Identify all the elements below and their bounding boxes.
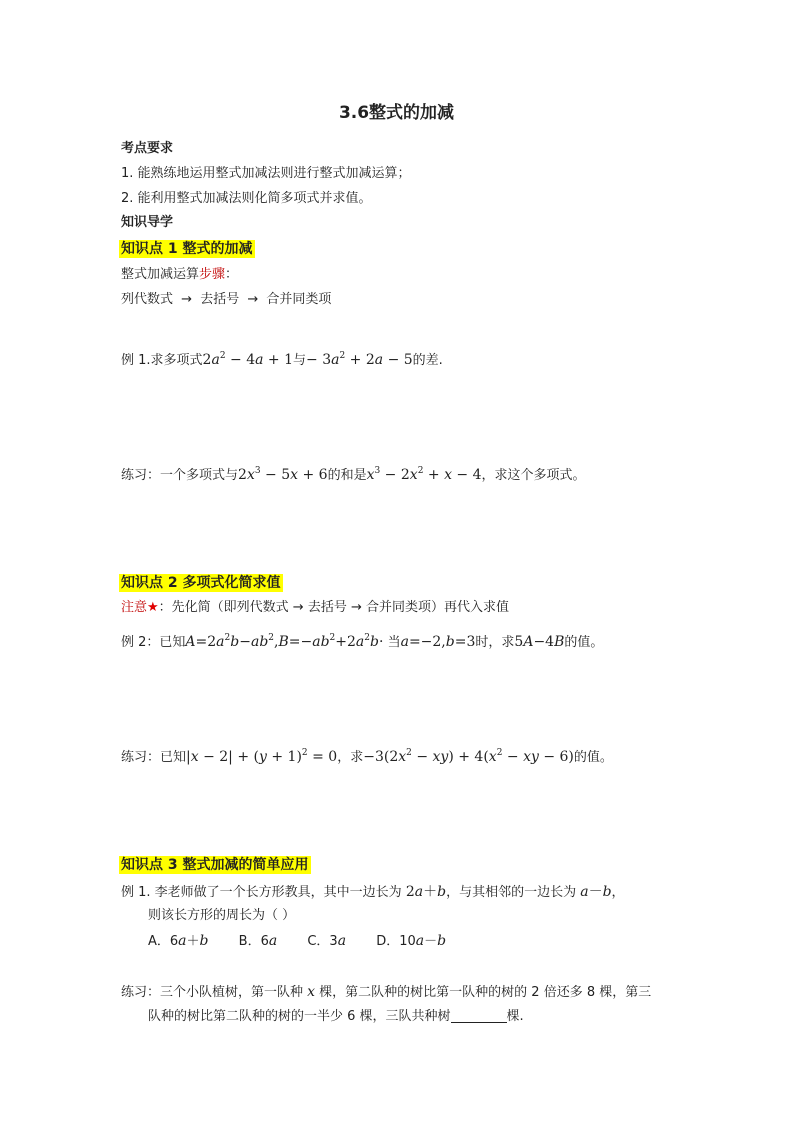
step-1-text: 列代数式 <box>121 292 174 307</box>
k2-note <box>121 598 509 618</box>
k2-exercise <box>121 747 613 768</box>
option-c[interactable]: C．3a <box>307 933 347 949</box>
k1-steps-word: 步骤 <box>199 267 226 282</box>
formula-expression: $-3(2x^2 - xy) + 4(x^2$ − xy − 6) <box>363 748 574 765</box>
step-2-text: 去括号 <box>200 292 240 307</box>
step-3-text: 合并同类项 <box>266 292 332 307</box>
k1-steps-colon: ： <box>225 267 239 282</box>
k1-exercise-suffix: ，求这个多项式。 <box>481 468 586 483</box>
star-icon: ★ <box>147 600 159 615</box>
variable-x: x <box>307 984 316 1000</box>
requirement-item-2: 2. 能利用整式加减法则化简多项式并求值。 <box>121 191 372 206</box>
side-2: a－b <box>580 884 612 900</box>
k1-example-mid: 与 <box>293 353 307 368</box>
k1-heading-text: 知识点 1 整式的加减 <box>121 241 253 257</box>
formula-expr: 5A−4B <box>514 634 565 650</box>
formula-d: $x^3 - 2x^2 + x - 4$ <box>366 466 482 483</box>
k3-exercise-line1 <box>121 982 651 1003</box>
k2-example-prefix: 例 2：已知 <box>121 635 186 650</box>
k1-example-suffix: 的差. <box>412 353 443 368</box>
side-1: 2a＋b <box>405 884 447 900</box>
k1-steps-label-text: 整式加减运算 <box>121 267 200 282</box>
formula-a: $2a^2 - 4a + 1$ <box>202 351 294 368</box>
formula-values: a=−2,b=3 <box>400 634 476 650</box>
k1-heading <box>119 239 255 260</box>
k2-example-suffix: 的值。 <box>564 635 604 650</box>
k1-exercise-prefix: 练习：一个多项式与 <box>121 468 239 483</box>
k1-exercise <box>121 465 586 486</box>
answer-blank[interactable] <box>451 1008 507 1023</box>
guide-heading: 知识导学 <box>121 215 174 230</box>
k2-example-mid2: 时，求 <box>475 635 515 650</box>
requirements-heading: 考点要求 <box>121 141 174 156</box>
requirement-item-1: 1. 能熟练地运用整式加减法则进行整式加减运算； <box>121 166 411 181</box>
k2-heading-text: 知识点 2 多项式化简求值 <box>121 575 281 591</box>
k3-example-line1 <box>121 882 625 903</box>
page-title: 3.6整式的加减 <box>338 103 455 123</box>
k3-options <box>148 931 446 952</box>
k3-heading <box>119 855 311 876</box>
k2-example <box>121 632 603 653</box>
note-label: 注意 <box>121 600 148 615</box>
arrow-icon: → <box>181 292 193 307</box>
k3-exercise-text-b: 棵，第二队种的树比第一队种的树的 2 倍还多 8 棵，第三 <box>315 985 652 1000</box>
k3-exercise-text-a: 练习：三个小队植树，第一队种 <box>121 985 308 1000</box>
k1-steps-flow <box>121 290 331 310</box>
option-a[interactable]: A．6a＋b <box>148 933 209 949</box>
k1-example <box>121 350 443 371</box>
k1-steps-label <box>121 265 238 285</box>
k2-example-mid1: 当 <box>383 635 401 650</box>
k3-example-line2: 则该长方形的周长为（ ） <box>148 908 296 923</box>
k3-exercise-text-d: 棵. <box>506 1009 524 1024</box>
k2-heading <box>119 573 283 594</box>
k3-example-text-c: ， <box>611 885 625 900</box>
option-b[interactable]: B．6a <box>238 933 278 949</box>
k2-exercise-prefix: 练习：已知 <box>121 750 187 765</box>
k3-exercise-text-c: 队种的树比第二队种的树的一半少 6 棵，三队共种树 <box>148 1009 451 1024</box>
formula-condition: $|x - 2| + (y + 1)^2 = 0$ <box>186 748 338 765</box>
k3-example-text-a: 例 1. 李老师做了一个长方形教具，其中一边长为 <box>121 885 406 900</box>
k3-exercise-line2 <box>148 1007 524 1027</box>
k1-example-prefix: 例 1.求多项式 <box>121 353 203 368</box>
k1-exercise-mid: 的和是 <box>327 468 367 483</box>
k2-exercise-mid: ，求 <box>337 750 364 765</box>
note-text: ：先化简（即列代数式 → 去括号 → 合并同类项）再代入求值 <box>158 600 509 615</box>
option-d[interactable]: D．10a－b <box>376 933 447 949</box>
arrow-icon: → <box>247 292 259 307</box>
formula-ab: $A=2a^2b-ab^2,B=-ab^2+2a^2b\cdot$ <box>185 633 384 650</box>
formula-b: − $3a^2 + 2a - 5$ <box>306 351 413 368</box>
k3-heading-text: 知识点 3 整式加减的简单应用 <box>121 857 309 873</box>
k2-exercise-suffix: 的值。 <box>573 750 613 765</box>
k3-example-text-b: ，与其相邻的一边长为 <box>446 885 581 900</box>
formula-c: $2x^3 - 5x + 6$ <box>238 466 328 483</box>
